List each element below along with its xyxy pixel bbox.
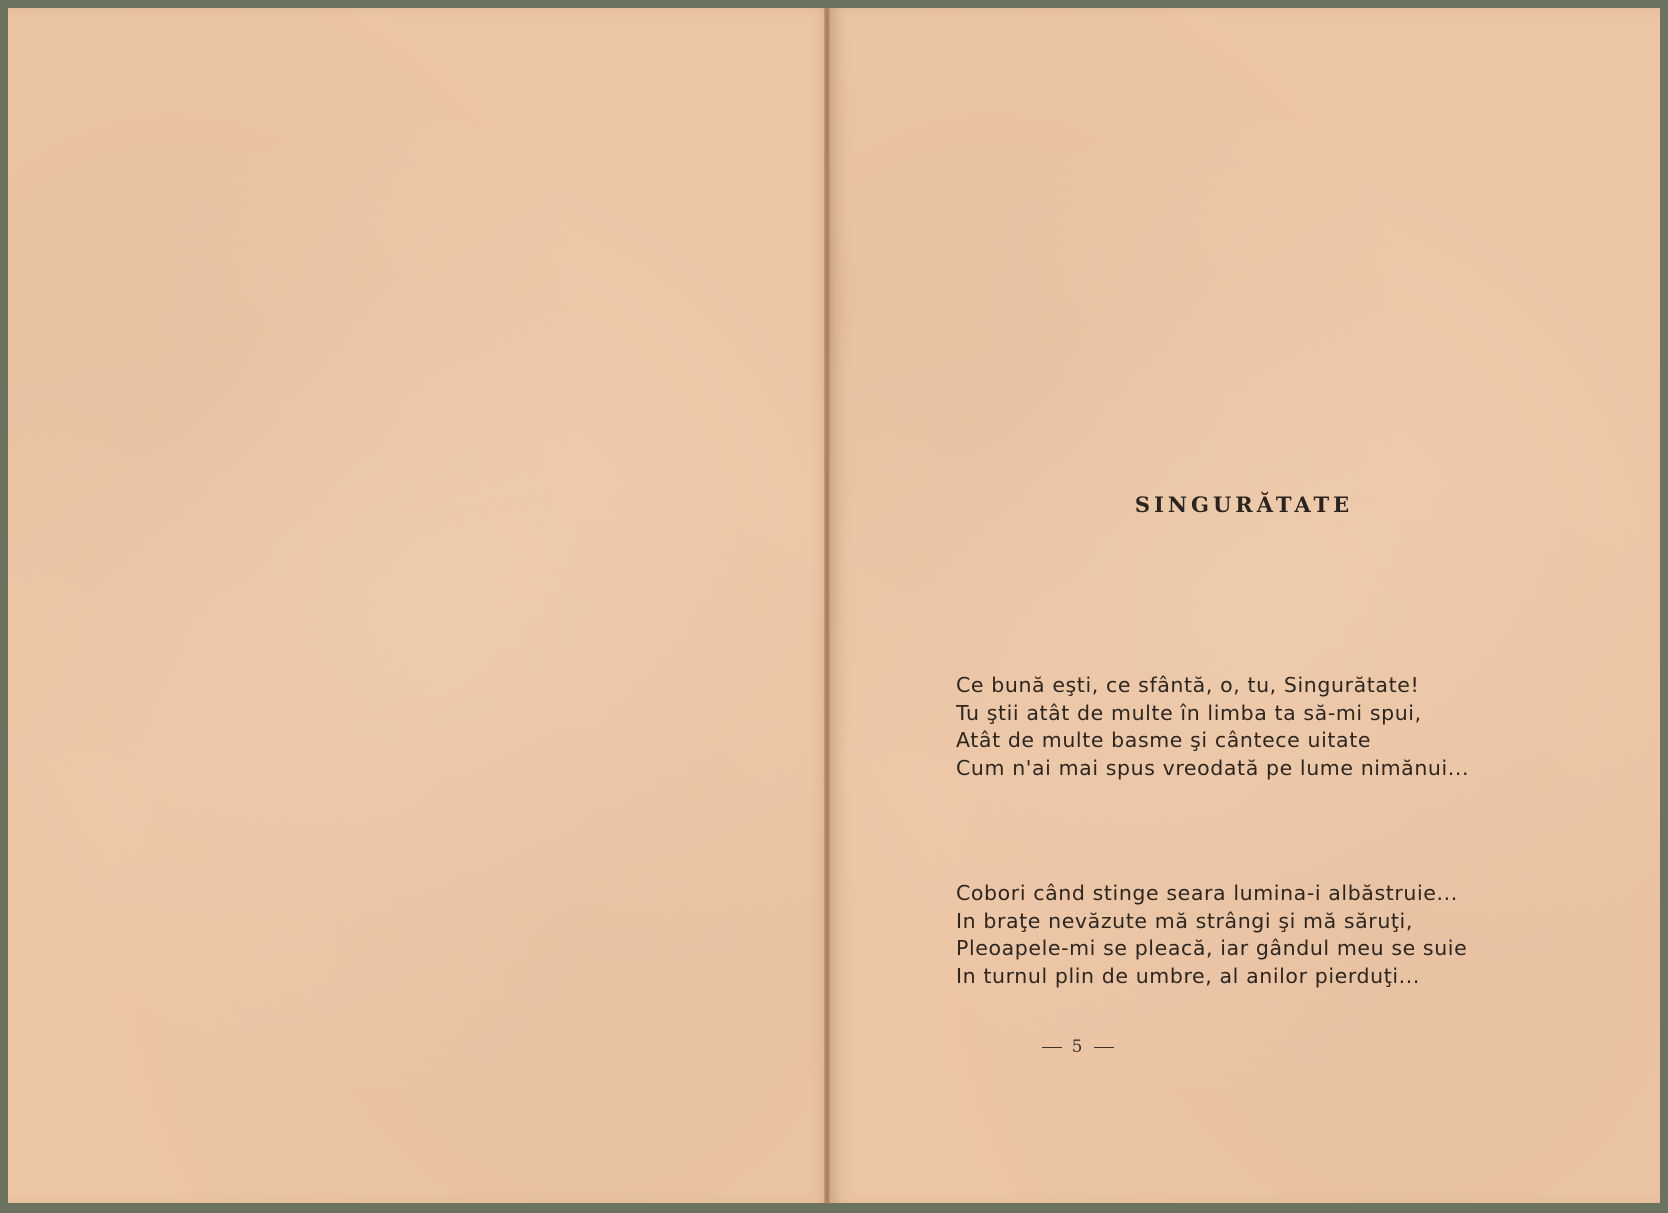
dash-left xyxy=(1042,1047,1062,1048)
poem-title: SINGURĂTATE xyxy=(1134,492,1354,517)
stanza-1 xyxy=(956,672,1469,782)
dash-right xyxy=(1094,1047,1114,1048)
verse-line: Atât de multe basme şi cântece uitate xyxy=(956,728,1372,752)
verse-line: In turnul plin de umbre, al anilor pierduţi... xyxy=(956,963,1420,988)
page-number-value: 5 xyxy=(1071,1037,1085,1057)
verse-line: Pleoapele-mi se pleacă, iar gândul meu se suie xyxy=(956,936,1468,960)
verse-line: Ce bună eşti, ce sfântă, o, tu, Singurătate! xyxy=(956,673,1420,697)
verse-line: In braţe nevăzute mă strângi şi mă săruţi, xyxy=(956,908,1413,933)
book-gutter xyxy=(824,8,830,1203)
page-number xyxy=(828,1037,1328,1057)
stanza-2 xyxy=(956,880,1467,990)
verse-line: Tu ştii atât de multe în limba ta să-mi spui, xyxy=(956,700,1422,725)
verse-line: Cobori când stinge seara lumina-i albăstruie... xyxy=(956,881,1458,905)
verse-line: Cum n'ai mai spus vreodată pe lume nimănui... xyxy=(956,755,1470,780)
left-page xyxy=(8,8,835,1203)
right-page xyxy=(828,8,1660,1203)
